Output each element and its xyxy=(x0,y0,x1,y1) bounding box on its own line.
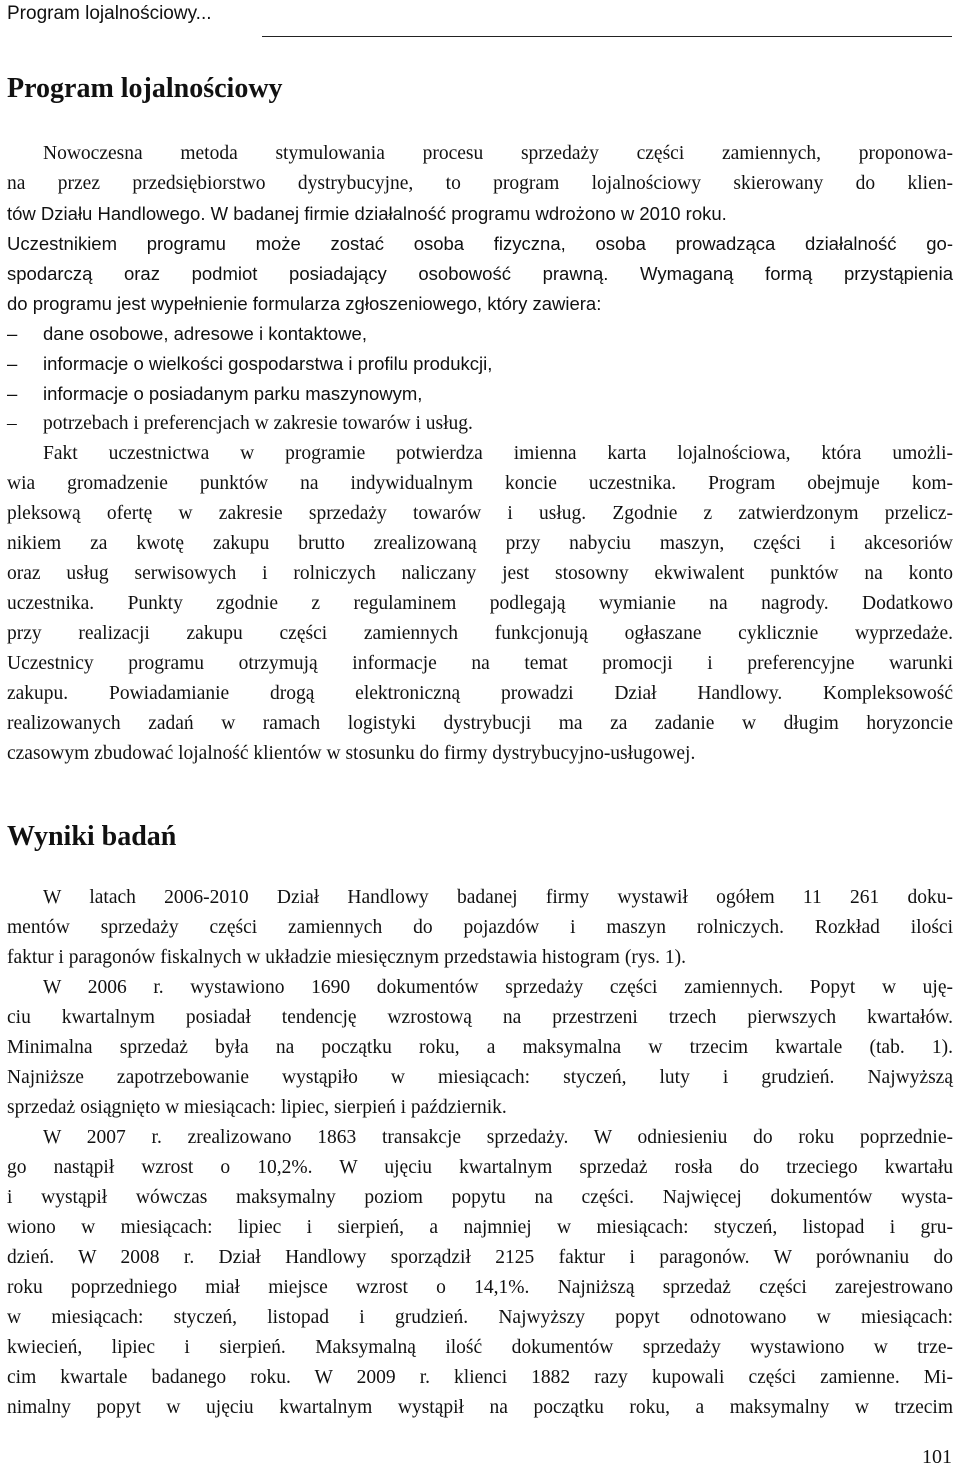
paragraph-line: Uczestnicy programu otrzymują informacje na temat promocji i preferencyjne warunki xyxy=(7,653,953,674)
header-rule xyxy=(262,36,952,37)
section-body-results xyxy=(7,883,953,1423)
paragraph-line: tów Działu Handlowego. W badanej firmie działalność programu wdrożono w 2010 roku. xyxy=(7,203,727,224)
paragraph-line: Uczestnikiem programu może zostać osoba fizyczna, osoba prowadząca działalność go- xyxy=(7,233,953,254)
paragraph-line: dzień. W 2008 r. Dział Handlowy sporządził 2125 faktur i paragonów. W porównaniu do xyxy=(7,1247,953,1268)
section-title-program: Program lojalnościowy xyxy=(7,73,283,104)
paragraph-line: W 2006 r. wystawiono 1690 dokumentów sprzedaży części zamiennych. Popyt w uję- xyxy=(43,977,953,998)
list-item-text: dane osobowe, adresowe i kontaktowe, xyxy=(43,323,367,344)
paragraph-line: czasowym zbudować lojalność klientów w stosunku do firmy dystrybucyjno-usługowej. xyxy=(7,743,696,764)
paragraph-line: Fakt uczestnictwa w programie potwierdza imienna karta lojalnościowa, która umożli- xyxy=(43,443,953,464)
paragraph-line: mentów sprzedaży części zamiennych do pojazdów i maszyn rolniczych. Rozkład ilości xyxy=(7,917,953,938)
paragraph-line: kwiecień, lipiec i sierpień. Maksymalną ilość dokumentów sprzedaży wystawiono w trze- xyxy=(7,1337,953,1358)
section-title-results: Wyniki badań xyxy=(7,821,177,852)
paragraph-line: W 2007 r. zrealizowano 1863 transakcje sprzedaży. W odniesieniu do roku poprzednie- xyxy=(43,1127,953,1148)
running-header: Program lojalnościowy... xyxy=(7,3,212,24)
paragraph-line: do programu jest wypełnienie formularza zgłoszeniowego, który zawiera: xyxy=(7,293,602,314)
list-item xyxy=(7,349,953,379)
list-dash: – xyxy=(7,383,18,404)
paragraph-line: zakupu. Powiadamianie drogą elektroniczną prowadzi Dział Handlowy. Kompleksowość xyxy=(7,683,953,704)
paragraph-line: sprzedaż osiągnięto w miesiącach: lipiec, sierpień i październik. xyxy=(7,1097,507,1118)
list-item xyxy=(7,319,953,349)
section-body-program xyxy=(7,139,953,769)
paragraph-line: uczestnika. Punkty zgodnie z regulaminem podlegają wymianie na nagrody. Dodatkowo xyxy=(7,593,953,614)
paragraph-line: go nastąpił wzrost o 10,2%. W ujęciu kwartalnym sprzedaż rosła do trzeciego kwartału xyxy=(7,1157,953,1178)
paragraph-line: faktur i paragonów fiskalnych w układzie miesięcznym przedstawia histogram (rys. 1). xyxy=(7,947,687,968)
paragraph-line: pleksową ofertę w zakresie sprzedaży towarów i usług. Zgodnie z zatwierdzonym przelicz- xyxy=(7,503,953,524)
paragraph-line: roku poprzedniego miał miejsce wzrost o 14,1%. Najniższą sprzedaż części zarejestrowano xyxy=(7,1277,953,1298)
list-dash: – xyxy=(7,323,18,344)
paragraph-line: realizowanych zadań w ramach logistyki dystrybucji ma za zadanie w długim horyzoncie xyxy=(7,713,953,734)
list-item-text: informacje o posiadanym parku maszynowym, xyxy=(43,383,423,404)
paragraph-line: w miesiącach: styczeń, listopad i grudzień. Najwyższy popyt odnotowano w miesiącach: xyxy=(7,1307,953,1328)
paragraph-line: Najniższe zapotrzebowanie wystąpiło w miesiącach: styczeń, luty i grudzień. Najwyższą xyxy=(7,1067,953,1088)
page-number: 101 xyxy=(922,1446,952,1468)
paragraph-line: oraz usług serwisowych i rolniczych naliczany jest stosowny ekwiwalent punktów na konto xyxy=(7,563,953,584)
paragraph-line: spodarczą oraz podmiot posiadający osobowość prawną. Wymaganą formą przystąpienia xyxy=(7,263,953,284)
paragraph-line: na przez przedsiębiorstwo dystrybucyjne, to program lojalnościowy skierowany do klien- xyxy=(7,173,953,194)
list-dash: – xyxy=(7,353,18,374)
list-dash: – xyxy=(7,413,17,434)
list-item xyxy=(7,409,953,439)
list-item-text: potrzebach i preferencjach w zakresie towarów i usług. xyxy=(43,413,473,434)
list-item xyxy=(7,379,953,409)
paragraph-line: Minimalna sprzedaż była na początku roku, a maksymalna w trzecim kwartale (tab. 1). xyxy=(7,1037,953,1058)
paragraph-line: nikiem za kwotę zakupu brutto zrealizowaną przy nabyciu maszyn, części i akcesoriów xyxy=(7,533,953,554)
paragraph-line: przy realizacji zakupu części zamiennych funkcjonują ogłaszane cyklicznie wyprzedaże. xyxy=(7,623,953,644)
paragraph-line: cim kwartale badanego roku. W 2009 r. klienci 1882 razy kupowali części zamienne. Mi- xyxy=(7,1367,953,1388)
paragraph-line: nimalny popyt w ujęciu kwartalnym wystąpił na początku roku, a maksymalny w trzecim xyxy=(7,1397,953,1418)
paragraph-line: ciu kwartalnym posiadał tendencję wzrostową na przestrzeni trzech pierwszych kwartałów. xyxy=(7,1007,953,1028)
paragraph-line: Nowoczesna metoda stymulowania procesu sprzedaży części zamiennych, proponowa- xyxy=(43,143,953,164)
paragraph-line: wia gromadzenie punktów na indywidualnym koncie uczestnika. Program obejmuje kom- xyxy=(7,473,953,494)
list-item-text: informacje o wielkości gospodarstwa i profilu produkcji, xyxy=(43,353,493,374)
paragraph-line: i wystąpił wówczas maksymalny poziom popytu na części. Najwięcej dokumentów wysta- xyxy=(7,1187,953,1208)
paragraph-line: W latach 2006-2010 Dział Handlowy badanej firmy wystawił ogółem 11 261 doku- xyxy=(43,887,953,908)
paragraph-line: wiono w miesiącach: lipiec i sierpień, a najmniej w miesiącach: styczeń, listopad i gru- xyxy=(7,1217,953,1238)
